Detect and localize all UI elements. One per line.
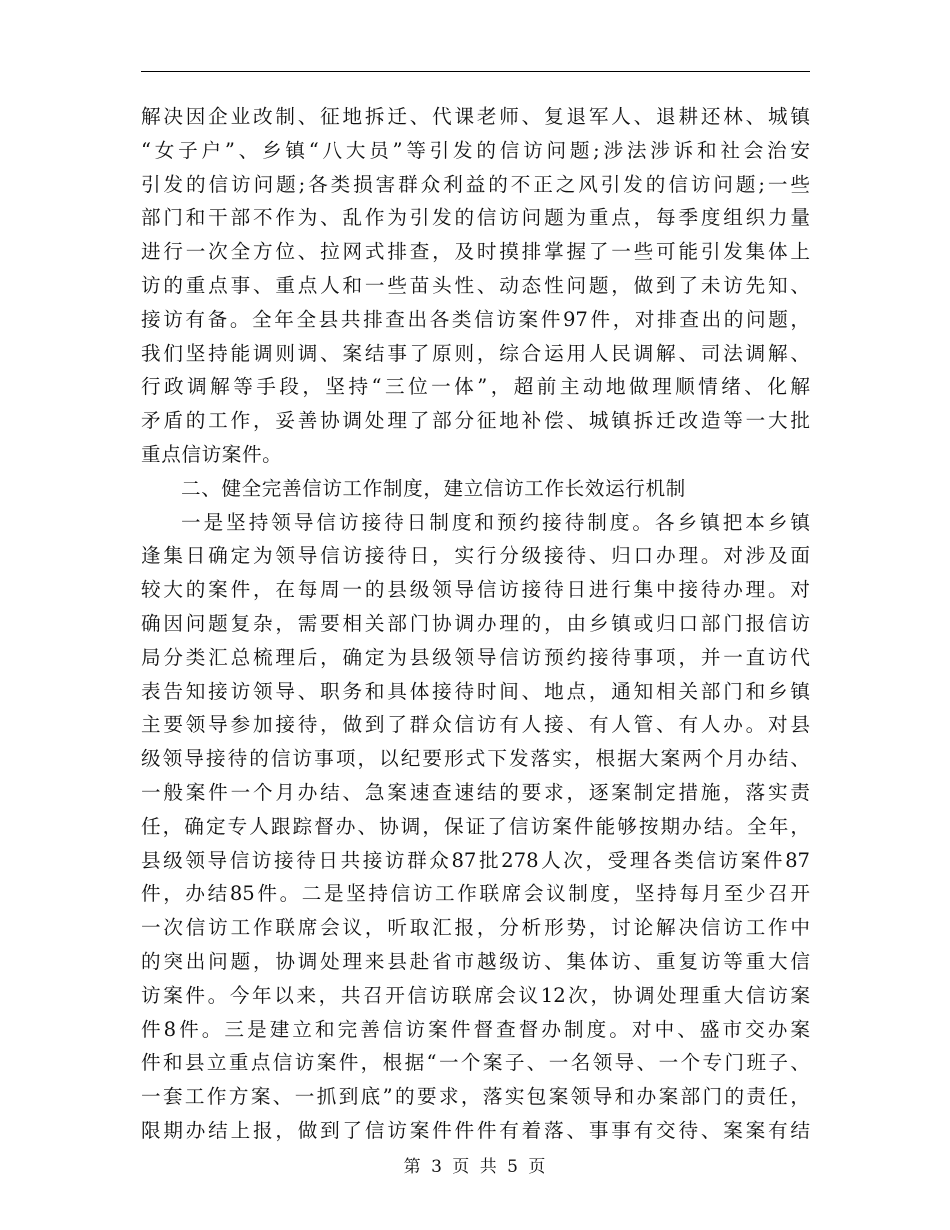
- text-line: 重点信访案件。: [141, 442, 283, 466]
- text-line: 一是坚持领导信访接待日制度和预约接待制度。各乡镇把本乡镇: [181, 510, 810, 534]
- text-line: “女子户”、乡镇“八大员”等引发的信访问题;涉法涉诉和社会治安: [141, 138, 810, 162]
- text-line: 逢集日确定为领导信访接待日，实行分级接待、归口办理。对涉及面: [141, 544, 810, 568]
- text-line: 行政调解等手段，坚持“三位一体”，超前主动地做理顺情绪、化解: [141, 375, 810, 399]
- text-line: 进行一次全方位、拉网式排查，及时摸排掌握了一些可能引发集体上: [141, 240, 810, 264]
- text-line: 限期办结上报，做到了信访案件件件有着落、事事有交待、案案有结: [141, 1118, 810, 1142]
- body-text: [141, 100, 810, 1148]
- text-line: 确因问题复杂，需要相关部门协调办理的，由乡镇或归口部门报信访: [141, 611, 810, 635]
- text-line: 一次信访工作联席会议，听取汇报，分析形势，讨论解决信访工作中: [141, 916, 810, 940]
- text-line: 接访有备。全年全县共排查出各类信访案件97件，对排查出的问题，: [141, 307, 810, 331]
- text-line: 表告知接访领导、职务和具体接待时间、地点，通知相关部门和乡镇: [141, 679, 810, 703]
- header-rule: [141, 71, 810, 72]
- text-line: 矛盾的工作，妥善协调处理了部分征地补偿、城镇拆迁改造等一大批: [141, 409, 810, 433]
- page-footer: 第 3 页 共 5 页: [403, 1157, 547, 1177]
- text-line: 件和县立重点信访案件，根据“一个案子、一名领导、一个专门班子、: [141, 1051, 810, 1075]
- text-line: 的突出问题，协调处理来县赴省市越级访、集体访、重复访等重大信: [141, 949, 810, 973]
- text-line: 任，确定专人跟踪督办、协调，保证了信访案件能够按期办结。全年，: [141, 814, 810, 838]
- text-line: 级领导接待的信访事项，以纪要形式下发落实，根据大案两个月办结、: [141, 747, 810, 771]
- text-line: 解决因企业改制、征地拆迁、代课老师、复退军人、退耕还林、城镇: [141, 105, 810, 128]
- text-line: 访的重点事、重点人和一些苗头性、动态性问题，做到了未访先知、: [141, 273, 810, 297]
- text-line: 引发的信访问题;各类损害群众利益的不正之风引发的信访问题;一些: [141, 172, 810, 196]
- text-line: 二、健全完善信访工作制度，建立信访工作长效运行机制: [181, 476, 686, 500]
- text-line: 件8件。三是建立和完善信访案件督查督办制度。对中、盛市交办案: [141, 1017, 810, 1041]
- text-line: 访案件。今年以来，共召开信访联席会议12次，协调处理重大信访案: [141, 983, 810, 1007]
- text-line: 一般案件一个月办结、急案速查速结的要求，逐案制定措施，落实责: [141, 780, 810, 804]
- text-line: 一套工作方案、一抓到底”的要求，落实包案领导和办案部门的责任，: [141, 1085, 810, 1109]
- text-line: 主要领导参加接待，做到了群众信访有人接、有人管、有人办。对县: [141, 713, 810, 737]
- text-line: 我们坚持能调则调、案结事了原则，综合运用人民调解、司法调解、: [141, 341, 810, 365]
- text-line: 件，办结85件。二是坚持信访工作联席会议制度，坚持每月至少召开: [141, 882, 810, 906]
- text-line: 县级领导信访接待日共接访群众87批278人次，受理各类信访案件87: [141, 848, 810, 872]
- text-line: 局分类汇总梳理后，确定为县级领导信访预约接待事项，并一直访代: [141, 645, 810, 669]
- text-line: 较大的案件，在每周一的县级领导信访接待日进行集中接待办理。对: [141, 578, 810, 602]
- text-line: 部门和干部不作为、乱作为引发的信访问题为重点，每季度组织力量: [141, 206, 810, 230]
